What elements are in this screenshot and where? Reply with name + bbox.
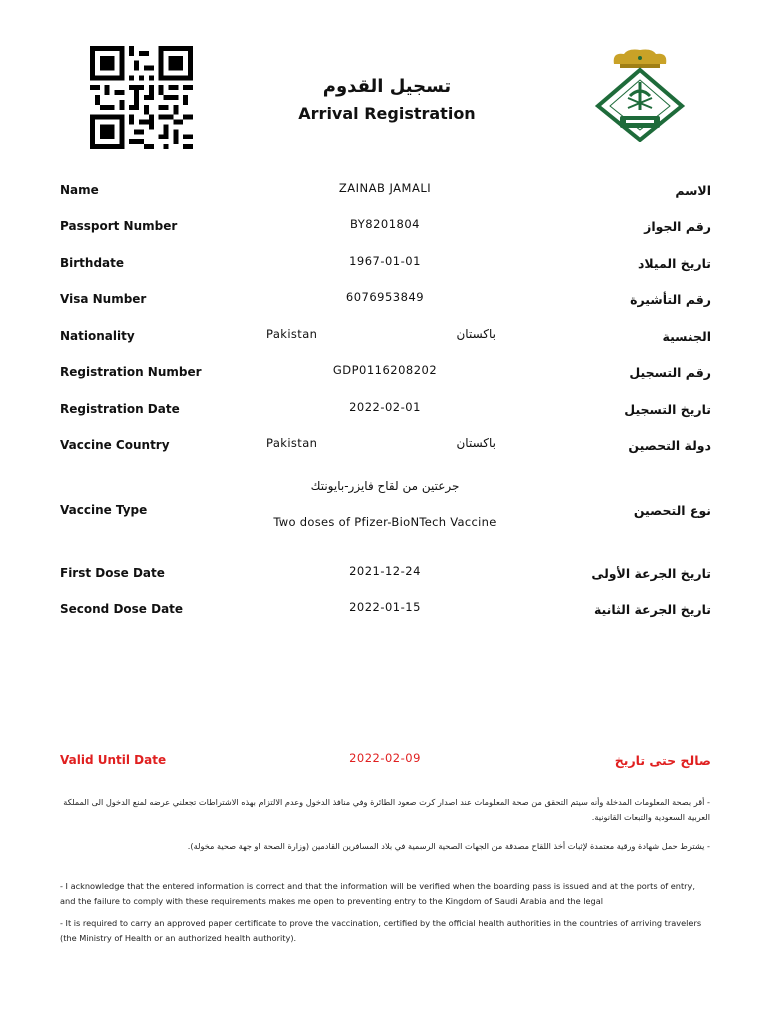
- qr-code-icon: [89, 46, 194, 149]
- field-row-vaccine-type: [0, 479, 768, 529]
- first-dose-label-arabic: تاريخ الجرعة الأولى: [591, 566, 711, 581]
- valid-until-label: Valid Until Date: [60, 753, 167, 767]
- vaccine-country-value-arabic: باكستان: [456, 436, 496, 450]
- registration-number-label-arabic: رقم التسجيل: [629, 365, 711, 380]
- name-label-arabic: الاسم: [675, 183, 711, 198]
- nationality-value-arabic: باكستان: [456, 327, 496, 341]
- name-value: ZAINAB JAMALI: [338, 181, 432, 195]
- registration-date-value: 2022-02-01: [349, 400, 421, 414]
- passport-value: BY8201804: [349, 217, 420, 231]
- registration-date-label: Registration Date: [60, 402, 180, 416]
- field-row-passport: [0, 219, 768, 239]
- visa-label: Visa Number: [60, 292, 147, 306]
- valid-until-value: 2022-02-09: [349, 751, 421, 765]
- vaccine-country-value: Pakistan: [266, 436, 318, 450]
- birthdate-label-arabic: تاريخ الميلاد: [637, 256, 711, 271]
- first-dose-value: 2021-12-24: [349, 564, 421, 578]
- registration-number-value: GDP0116208202: [332, 363, 438, 377]
- vaccine-type-value-arabic: جرعتين من لقاح فايزر-بايونتك: [310, 479, 460, 493]
- disclaimer-arabic-2: - يشترط حمل شهادة ورقية معتمدة لإثبات أخذ اللقاح مصدقة من الجهات الصحية الرسمية في بلاد المسافرين القادمين (وزارة الصحة او جهة صحية مخولة).: [187, 841, 710, 851]
- field-row-first-dose: [0, 566, 768, 586]
- vaccine-country-label: Vaccine Country: [60, 438, 170, 452]
- passport-label-arabic: رقم الجواز: [644, 219, 711, 234]
- vaccine-type-label-arabic: نوع التحصين: [633, 503, 711, 518]
- visa-label-arabic: رقم التأشيرة: [630, 292, 711, 307]
- jawazat-emblem-icon: [594, 46, 686, 142]
- vaccine-type-label: Vaccine Type: [60, 503, 148, 517]
- passport-label: Passport Number: [60, 219, 178, 233]
- second-dose-label: Second Dose Date: [60, 602, 184, 616]
- field-row-vaccine-country: [0, 438, 768, 458]
- page-title-arabic: تسجيل القدوم: [322, 76, 452, 97]
- vaccine-country-label-arabic: دولة التحصين: [628, 438, 711, 453]
- field-row-registration-number: [0, 365, 768, 385]
- nationality-value: Pakistan: [266, 327, 318, 341]
- birthdate-value: 1967-01-01: [349, 254, 421, 268]
- field-row-registration-date: [0, 402, 768, 422]
- name-label: Name: [60, 183, 99, 197]
- field-row-valid-until: [0, 753, 768, 773]
- first-dose-label: First Dose Date: [60, 566, 165, 580]
- field-row-second-dose: [0, 602, 768, 622]
- field-row-visa: [0, 292, 768, 312]
- second-dose-value: 2022-01-15: [349, 600, 421, 614]
- field-row-birthdate: [0, 256, 768, 276]
- field-row-nationality: [0, 329, 768, 349]
- nationality-label-arabic: الجنسية: [662, 329, 711, 344]
- registration-date-label-arabic: تاريخ التسجيل: [624, 402, 711, 417]
- second-dose-label-arabic: تاريخ الجرعة الثانية: [593, 602, 711, 617]
- nationality-label: Nationality: [60, 329, 135, 343]
- disclaimer-english-2: - It is required to carry an approved paper certificate to prove the vaccination, certified by the official health authorities in the countries of arriving travelers (the Ministry of Health or an authorized health authority).: [60, 918, 702, 943]
- disclaimer-arabic-1: - أقر بصحة المعلومات المدخلة وأنه سيتم التحقق من صحة المعلومات عند اصدار كرت صعود الطائرة وفي منافذ الدخول وعدم الالتزام بهذه الاشتراطات تجعلني عرضه لمنع الدخول الى المملكة العربية السعودية والتبعات القانونية.: [63, 797, 710, 822]
- visa-value: 6076953849: [345, 290, 425, 304]
- vaccine-type-value: Two doses of Pfizer-BioNTech Vaccine: [273, 515, 497, 529]
- registration-number-label: Registration Number: [60, 365, 202, 379]
- birthdate-label: Birthdate: [60, 256, 125, 270]
- field-row-name: [0, 183, 768, 203]
- valid-until-label-arabic: صالح حتى تاريخ: [614, 753, 711, 768]
- page-title: Arrival Registration: [298, 104, 476, 123]
- disclaimer-english-1: - I acknowledge that the entered information is correct and that the information will be verified when the boarding pass is issued and at the ports of entry, and the failure to comply with these requirements makes me open to preventing entry to the Kingdom of Saudi Arabia and the legal: [60, 881, 695, 906]
